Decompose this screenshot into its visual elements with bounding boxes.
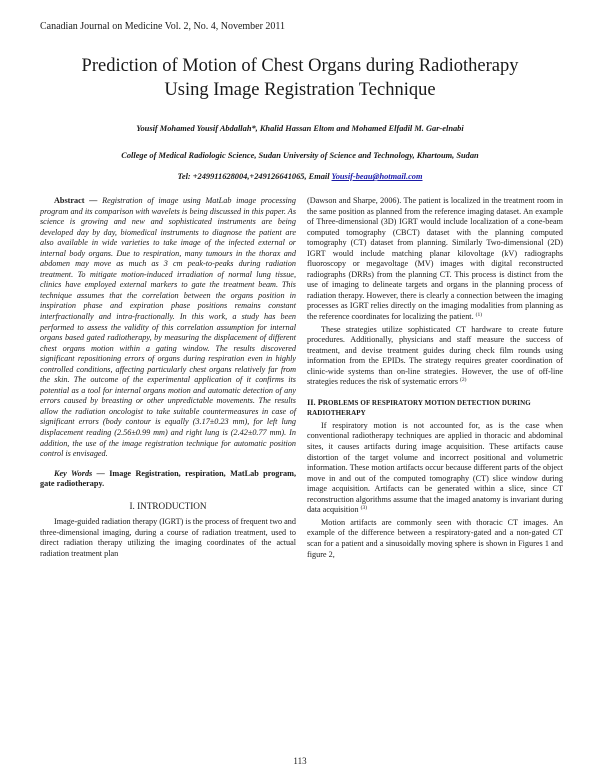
author-list: Yousif Mohamed Yousif Abdallah*, Khalid Hassan Eltom and Mohamed Elfadil M. Gar-elnabi (136, 124, 464, 133)
paper-title (40, 54, 560, 102)
page-number: 113 (293, 756, 307, 766)
abstract-text: Registration of image using MatLab image processing program and its comparison with wavelets is being discussed in this paper. As science is growing and new and sophisticated instruments are being developed day by day, biomedical instruments to diagnose the patient are also available in wide varieties to take image of the infected external or internal body organs. Due to respiration, many tumours in the thorax and abdomen may move as much as 3 cm peak-to-peaks during radiation treatment. To mitigate motion-induced irradiation of normal lung tissue, clinics have employed external markers to gate the treatment beam. This technique assumes that the correlation between the organs position in inspiration phase and expiration phase positions remains constant interfractionally and intra-fractionally. In this work, a study has been performed to assess the validity of this correlation assumption for internal organs based gated radiotherapy, by measuring the displacement of different chest organs motion within a gating window. The results discovered significant repositioning errors of organs during respiration even in highly controlled conditions, affecting particularly chest organs relatively far from the skin. The outcome of the experimental application of it confirms its potential as a tool for internal organs motion and automatic detection of any errors caused by breasting or other unpredictable movements. The results allow the radiation oncologist to take suitable countermeasures in case of significant errors (body contour is equally (3.17±0.23 mm), for left lung displacement reading (2.56±0.99 mm) and right lung is (2.42±0.77 mm). In addition, the use of the image registration technique for automatic position control is envisaged. (40, 196, 296, 459)
title-line-2: Using Image Registration Technique (164, 80, 436, 100)
citation-ref: (1) (475, 312, 483, 319)
section-heading-problems (307, 398, 563, 419)
body-paragraph (307, 325, 563, 388)
citation-ref: (3) (360, 505, 368, 512)
section-heading-introduction: I. INTRODUCTION (129, 500, 207, 511)
running-head: Canadian Journal on Medicine Vol. 2, No. 4, November 2011 (40, 21, 286, 32)
right-column (307, 196, 563, 560)
section-number: II. (307, 397, 316, 407)
author-email-link[interactable]: Yousif-beau@hotmail.com (331, 172, 423, 181)
body-paragraph (307, 196, 563, 323)
section-heading-rest: ROBLEMS OF RESPIRATORY MOTION DETECTION DURING RADIOTHERAPY (307, 398, 531, 418)
keywords-label: Key Words — (54, 468, 105, 478)
contact-line (40, 172, 560, 181)
abstract-label: Abstract — (54, 196, 98, 205)
body-paragraph: Motion artifacts are commonly seen with thoracic CT images. An example of the difference between a respiratory-gated and a non-gated CT scan for a patient and a sinusoidally moving sphere is shown in Figures 1 and figure 2, (307, 517, 563, 559)
contact-phone: Tel: +249911628004,+249126641065, Email (177, 172, 332, 181)
paragraph-text: (Dawson and Sharpe, 2006). The patient is localized in the treatment room in the same position as planned from the reference imaging dataset. An example of Three-dimensional (3D) IGRT would include localization of a cone-beam computed tomography (CBCT) dataset with the planning computed tomography (CT) dataset from planning. Similarly Two-dimensional (2D) IGRT would include matching planar kilovoltage (kV) radiographs fluoroscopy or megavoltage (MV) images with digital reconstructed radiographs (DRRs) from the planning CT. This process is distinct from the use of imaging to delineate targets and organs in the planning process of radiation therapy. However, there is clearly a connection between the imaging processes as IGRT relies directly on the imaging modalities from planning as the reference coordinates for localizing the patient. (307, 196, 563, 322)
keywords (40, 469, 296, 490)
abstract (40, 196, 296, 460)
paragraph-text: If respiratory motion is not accounted for, as is the case when conventional radiotherapy techniques are applied in thoracic and abdominal sites, it causes artifacts during image acquisition. These artifacts cause distortion of the target volume and incorrect positional and volumetric information. These motion artifacts occur because different parts of the object move in and out of the computed tomography (CT) slice window during image acquisition. Artifacts can be generated within a slice, since CT reconstruction algorithms assume that the imaged anatomy is invariant during data acquisition (307, 420, 563, 515)
paragraph-text: These strategies utilize sophisticated CT hardware to create future procedures. Additionally, physicians and staff measure the success of treatment, and devise treatment guides during check film rounds using information from the EPIDs. The strategy requires greater coordination of clinic-wide systems than on-line strategies. However, the use of off-line strategies reduces the risk of systematic errors (307, 324, 563, 387)
title-line-1: Prediction of Motion of Chest Organs during Radiotherapy (81, 56, 519, 76)
body-paragraph (307, 421, 563, 516)
keywords-text: Image Registration, respiration, MatLab program, gate radiotherapy. (40, 468, 296, 489)
left-column (40, 196, 296, 560)
citation-ref: (2) (460, 377, 467, 384)
affiliation: College of Medical Radiologic Science, Sudan University of Science and Technology, Khartoum, Sudan (121, 151, 479, 160)
section-heading-initial: P (317, 397, 323, 407)
intro-paragraph: Image-guided radiation therapy (IGRT) is the process of frequent two and three-dimensional imaging, during a course of radiation treatment, used to direct radiation therapy utilizing the imaging coordinates of the actual radiation treatment plan (40, 517, 296, 558)
